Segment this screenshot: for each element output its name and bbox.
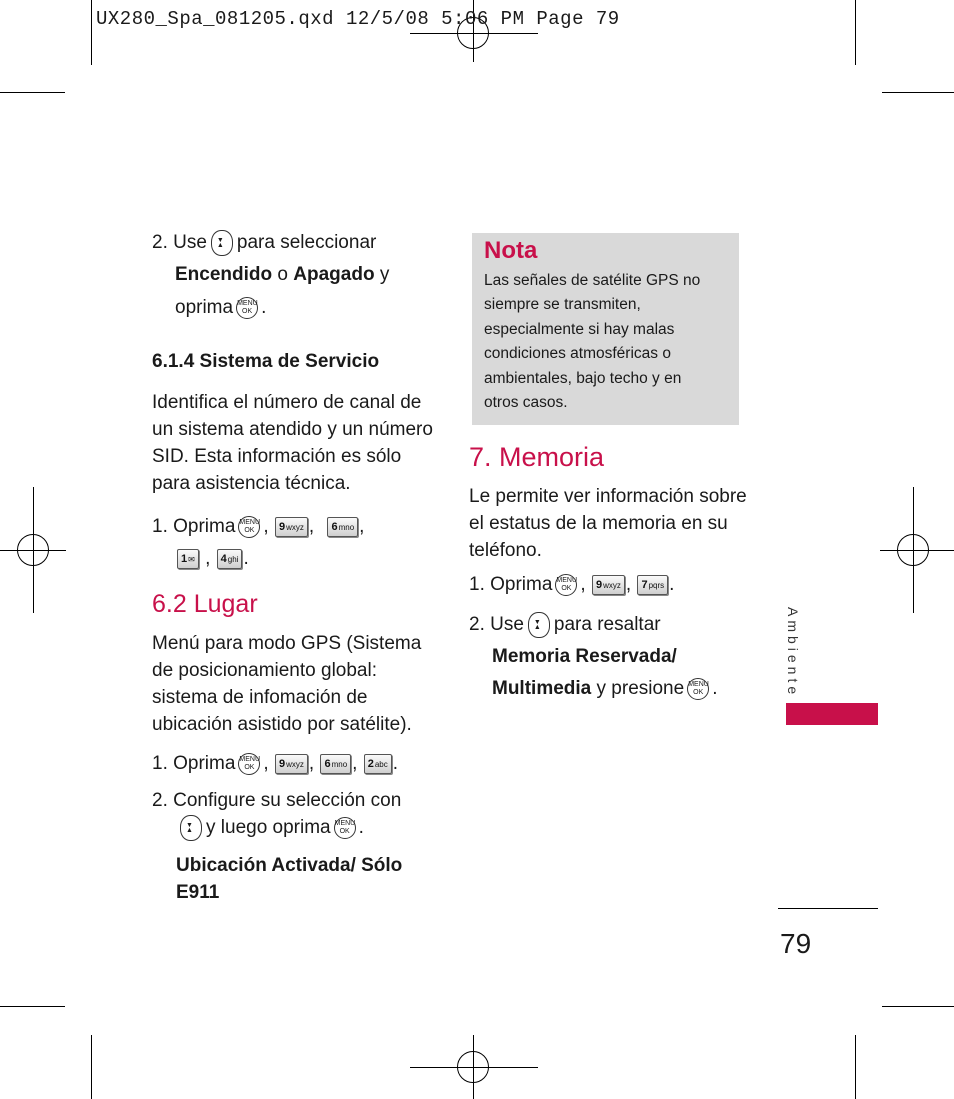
ubicacion-options: Ubicación Activada/ Sólo E911	[176, 855, 403, 903]
crop-mark	[882, 92, 954, 93]
crop-mark	[91, 0, 92, 65]
crop-mark	[0, 1006, 65, 1007]
menu-ok-icon: MENU OK	[238, 516, 260, 538]
section-body-sistema: Identifica el número de canal de un sistema atendido y un número SID. Esta información es sólo para asistencia técnica.	[152, 392, 433, 494]
crop-mark	[882, 1006, 954, 1007]
encendido-line	[175, 261, 389, 288]
page-rule	[778, 908, 878, 909]
key-9-icon: 9wxyz	[592, 575, 625, 595]
key-9-icon: 9wxyz	[275, 517, 308, 537]
key-4-icon: 4ghi	[217, 549, 243, 569]
registration-mark	[17, 534, 49, 566]
note-body: Las señales de satélite GPS no siempre se transmiten, especialmente si hay malas condiciones atmosféricas o ambientales, bajo techo y en otros casos.	[484, 272, 701, 412]
memoria-step2: 2. Use▲ ▼ para resaltar	[469, 611, 661, 638]
print-slug: UX280_Spa_081205.qxd 12/5/08 5:06 PM Page 79	[96, 8, 620, 30]
section-body-lugar: Menú para modo GPS (Sistema de posicionamiento global: sistema de infomación de ubicación asistido por satélite).	[152, 633, 422, 735]
nav-key-icon	[528, 612, 550, 638]
key-6-icon: 6mno	[320, 754, 351, 774]
menu-ok-icon: MENU OK	[555, 574, 577, 596]
step2-label: 2. Use	[152, 232, 207, 253]
side-tab-label: Ambiente	[785, 607, 801, 699]
registration-mark	[897, 534, 929, 566]
memoria-step1: 1. Oprima MENU OK , 9wxyz , 7pqrs .	[469, 574, 675, 595]
registration-mark	[457, 1051, 489, 1083]
crop-mark	[91, 1035, 92, 1099]
lugar-step2-cont: ▲ ▼y luego oprima MENU OK .	[176, 814, 364, 841]
key-7-icon: 7pqrs	[637, 575, 668, 595]
key-9-icon: 9wxyz	[275, 754, 308, 774]
crop-mark	[855, 0, 856, 65]
conj-y: y	[379, 264, 390, 285]
sistema-step1-cont: 1✉ , 4ghi .	[176, 545, 249, 572]
lugar-step1: 1. Oprima MENU OK , 9wxyz , 6mno , 2abc .	[152, 753, 399, 774]
page-number: 79	[780, 928, 812, 959]
menu-ok-icon: MENU OK	[236, 297, 258, 319]
crop-mark	[855, 1035, 856, 1099]
menu-ok-icon: MENU OK	[334, 817, 356, 839]
sistema-step1: 1. Oprima MENU OK , 9wxyz , 6mno ,	[152, 516, 365, 537]
option-apagado: Apagado	[293, 264, 375, 285]
multimedia-line: Multimedia y presione MENU OK .	[492, 678, 718, 699]
key-6-icon: 6mno	[327, 517, 358, 537]
side-tab-marker	[786, 703, 878, 725]
step2-text: para seleccionar	[236, 232, 377, 253]
option-encendido: Encendido	[175, 264, 273, 285]
key-1-icon: 1✉	[177, 549, 199, 569]
oprima-line: oprima MENU OK .	[175, 297, 267, 318]
note-title: Nota	[484, 237, 538, 264]
note-box	[472, 233, 739, 425]
key-2-icon: 2abc	[364, 754, 392, 774]
conj-o: o	[277, 264, 288, 285]
lugar-step2: 2. Configure su selección con	[152, 790, 402, 811]
nav-key-icon	[180, 815, 202, 841]
crop-mark	[0, 92, 65, 93]
section-body-memoria: Le permite ver información sobre el estatus de la memoria en su teléfono.	[469, 486, 747, 561]
section-title-lugar: 6.2 Lugar	[152, 590, 258, 618]
section-title-sistema: 6.1.4 Sistema de Servicio	[152, 351, 380, 372]
menu-ok-icon: MENU OK	[238, 753, 260, 775]
memoria-reservada: Memoria Reservada/	[492, 646, 677, 667]
nav-key-icon	[211, 230, 233, 256]
section-title-memoria: 7. Memoria	[469, 442, 605, 472]
step2-line	[152, 229, 376, 256]
menu-ok-icon: MENU OK	[687, 678, 709, 700]
oprima-text: oprima	[175, 297, 234, 318]
